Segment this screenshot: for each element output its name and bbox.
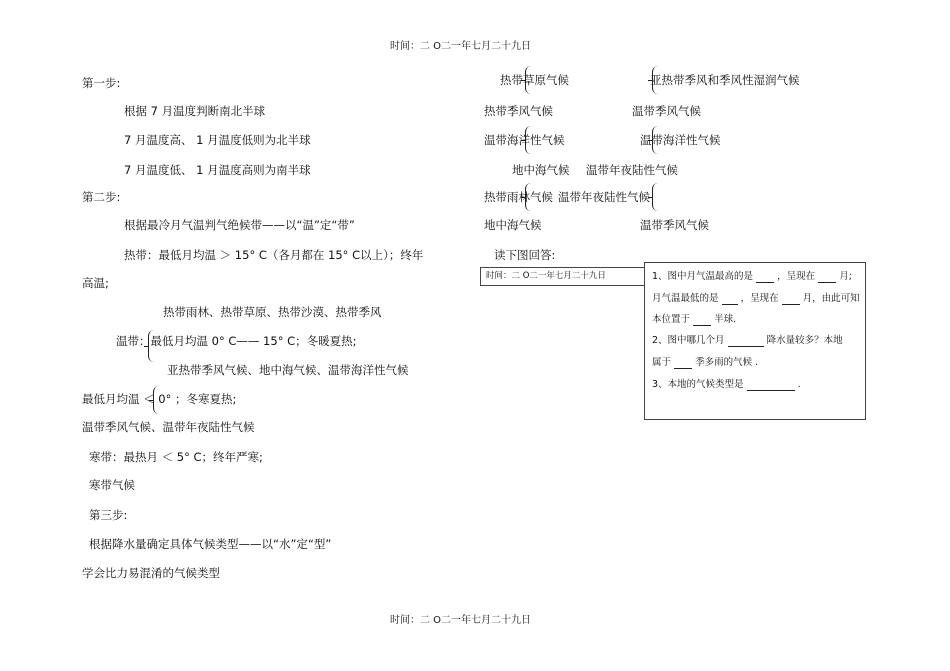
step3-line1: 根据降水量确定具体气候类型——以“水”定“型” — [89, 537, 332, 551]
tropic-climate-types: 热带雨林、热带草原、热带沙漠、热带季风 — [163, 305, 382, 319]
q6-text-b: . — [797, 379, 801, 390]
q4-text-b: 降水量较多？本地 — [766, 335, 843, 346]
tropic-zone-line: 热带：最低月均温 ＞ 15° C（各月都在 15° C以上）；终年 — [124, 248, 424, 262]
q1-text-b: ，呈现在 — [777, 271, 816, 282]
q3-blank1[interactable] — [693, 314, 711, 326]
page-footer: 时间：二 O二一年七月二十九日 — [390, 615, 532, 626]
q3-text-a: 本位置于 — [652, 314, 691, 325]
q6-blank1[interactable] — [747, 379, 795, 391]
q4-blank1[interactable] — [728, 335, 764, 347]
q1-blank1[interactable] — [756, 271, 774, 283]
q5-text-b: 季多雨的气候 . — [695, 357, 759, 368]
step1-heading: 第一步: — [82, 76, 121, 90]
question1-line2 — [652, 292, 860, 305]
page-header: 时间：二 O二一年七月二十九日 — [390, 41, 532, 52]
question3-line — [652, 378, 801, 391]
q2-blank1[interactable] — [722, 293, 738, 305]
temperate-zone-line: 温带：最低月均温 0° C—— 15° C；冬暖夏热; — [116, 334, 357, 348]
min-temp-line: 最低月均温 ＜ 0° ；冬寒夏热; — [82, 392, 237, 406]
step3-heading: 第三步: — [89, 508, 128, 522]
question2-line2 — [652, 356, 758, 369]
q2-blank2[interactable] — [782, 293, 800, 305]
pair4-left: 地中海气候 — [512, 163, 570, 177]
question1-line — [652, 270, 852, 283]
step1-line1: 根据 7 月温度判断南北半球 — [124, 104, 266, 118]
cold-climate-type: 寒带气候 — [89, 478, 135, 492]
q5-blank1[interactable] — [674, 357, 692, 369]
pair5-left: 热带雨林气候 — [484, 190, 553, 204]
pair5-brace-right — [652, 183, 660, 211]
pair2-right: 温带季风气候 — [632, 104, 701, 118]
q2-text-b: ，呈现在 — [740, 293, 779, 304]
q3-text-b: 半球. — [714, 314, 737, 325]
cold-zone-line: 寒带：最热月 ＜ 5° C；终年严寒; — [89, 450, 263, 464]
q6-text-a: 3、本地的气候类型是 — [652, 379, 744, 390]
step1-line2: 7 月温度高、 1 月温度低则为北半球 — [124, 133, 311, 147]
pair1-right: 亚热带季风和季风性湿润气候 — [650, 73, 800, 87]
q4-text-a: 2、图中哪几个月 — [652, 335, 725, 346]
pair4-right: 温带年夜陆性气候 — [586, 163, 678, 177]
pair1-left: 热带草原气候 — [500, 73, 569, 87]
q2-text-c: 月，由此可知 — [802, 293, 860, 304]
q5-text-a: 属于 — [652, 357, 672, 368]
question1-line3 — [652, 313, 736, 326]
tropic-zone-line-cont: 高温; — [82, 276, 109, 290]
pair3-right: 温带海洋性气候 — [640, 133, 721, 147]
temperate-climate-types: 亚热带季风气候、地中海气候、温带海洋性气候 — [167, 363, 409, 377]
pair5-right: 温带年夜陆性气候 — [558, 190, 650, 204]
pair2-left: 热带季风气候 — [484, 104, 553, 118]
pair6-left: 地中海气候 — [484, 218, 542, 232]
min-temp-climate-types: 温带季风气候、温带年夜陆性气候 — [82, 420, 255, 434]
q2-text-a: 月气温最低的是 — [652, 293, 719, 304]
q1-text-a: 1、图中月气温最高的是 — [652, 271, 754, 282]
step3-line2: 学会比力易混淆的气候类型 — [82, 566, 220, 580]
read-instruction: 读下图回答: — [494, 248, 556, 262]
pair6-right: 温带季风气候 — [640, 218, 709, 232]
question2-line — [652, 334, 843, 347]
step1-line3: 7 月温度低、 1 月温度高则为南半球 — [124, 163, 311, 177]
step2-heading: 第二步: — [82, 190, 121, 204]
step2-line1: 根据最冷月气温判气绝候带——以“温”定“带” — [124, 218, 355, 232]
q1-text-c: 月; — [839, 271, 852, 282]
q1-blank2[interactable] — [818, 271, 836, 283]
pair3-left: 温带海洋性气候 — [484, 133, 565, 147]
figure-label: 时间：二 O二一年七月二十九日 — [486, 271, 606, 281]
